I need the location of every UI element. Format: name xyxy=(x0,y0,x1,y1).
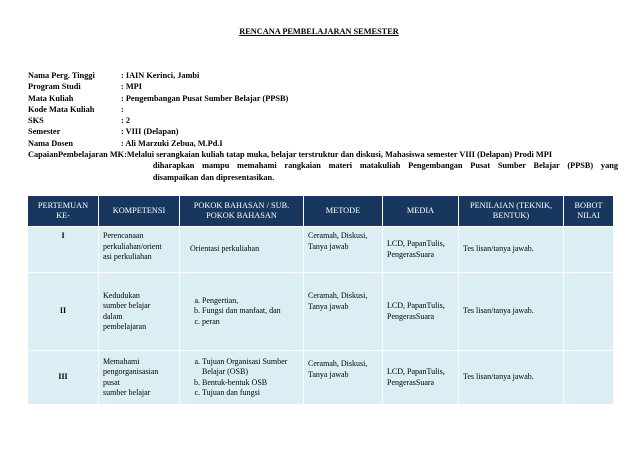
header-media: MEDIA xyxy=(383,196,459,227)
course-info xyxy=(28,70,618,183)
cell-metode: Ceramah, Diskusi, Tanya jawab xyxy=(304,227,383,273)
cell-metode: Ceramah, Diskusi, Tanya jawab xyxy=(304,351,383,405)
pokok-list-item: b. Bentuk-bentuk OSB xyxy=(202,378,299,389)
pokok-list xyxy=(184,357,299,399)
pokok-list-item: b. Fungsi dan manfaat, dan xyxy=(202,306,299,317)
table-row xyxy=(28,351,614,405)
cell-penilaian: Tes lisan/tanya jawab. xyxy=(459,227,564,273)
cell-pertemuan: I xyxy=(28,227,99,273)
table-row xyxy=(28,273,614,351)
kompetensi-line: pengorganisasian xyxy=(103,367,159,376)
header-pokok-bahasan: POKOK BAHASAN / SUB. POKOK BAHASAN xyxy=(180,196,304,227)
learning-outcome-text xyxy=(127,149,618,183)
table-row xyxy=(28,227,614,273)
cell-kompetensi xyxy=(99,273,180,351)
kompetensi-line: sumber belajar xyxy=(103,301,151,310)
cell-bobot xyxy=(564,273,614,351)
info-label: Mata Kuliah xyxy=(28,93,74,103)
pokok-list-item: a. Pengertian, xyxy=(202,296,299,307)
info-value: : xyxy=(121,104,124,114)
info-row-sks xyxy=(28,115,618,126)
info-row-institution xyxy=(28,70,618,81)
header-penilaian: PENILAIAN (TEKNIK, BENTUK) xyxy=(459,196,564,227)
kompetensi-line: sumber belajar xyxy=(103,388,151,397)
info-row-program xyxy=(28,81,618,92)
info-row-lecturer xyxy=(28,138,618,149)
info-value: : 2 xyxy=(121,116,130,126)
cell-penilaian: Tes lisan/tanya jawab. xyxy=(459,351,564,405)
pokok-list-item: c. Tujuan dan fungsi xyxy=(202,388,299,399)
info-value: : VIII (Delapan) xyxy=(121,127,179,137)
learning-outcome-line: diharapkan mampu memahami rangkaian materi matakuliah Pengembangan Pusat Sumber Belajar (PPSB) yang xyxy=(152,161,618,171)
info-label: Nama Dosen xyxy=(28,138,73,148)
pokok-list-item: c. peran xyxy=(202,317,299,328)
header-kompetensi: KOMPETENSI xyxy=(99,196,180,227)
rps-table xyxy=(27,195,614,405)
info-row-course-code xyxy=(28,104,618,115)
header-metode: METODE xyxy=(304,196,383,227)
cell-metode: Ceramah, Diskusi, Tanya jawab xyxy=(304,273,383,351)
kompetensi-line: Kedudukan xyxy=(103,290,140,300)
info-label: Program Studi xyxy=(28,82,81,92)
info-label: Semester xyxy=(28,127,61,137)
cell-pertemuan: III xyxy=(28,351,99,405)
cell-bobot xyxy=(564,227,614,273)
kompetensi-line: dalam xyxy=(103,311,123,321)
cell-kompetensi xyxy=(99,351,180,405)
info-value: : IAIN Kerinci, Jambi xyxy=(121,71,200,80)
info-label: SKS xyxy=(28,116,44,126)
page-title: RENCANA PEMBELAJARAN SEMESTER xyxy=(239,27,399,36)
pokok-list xyxy=(184,296,299,328)
cell-media: LCD, PapanTulis, PengerasSuara xyxy=(383,227,459,273)
learning-outcome xyxy=(28,149,618,183)
cell-pokok-bahasan xyxy=(180,273,304,351)
info-row-semester xyxy=(28,126,618,137)
cell-pokok-bahasan xyxy=(180,351,304,405)
info-label: Nama Perg. Tinggi xyxy=(28,71,95,80)
kompetensi-line: Perencanaan xyxy=(103,231,144,240)
cell-bobot xyxy=(564,351,614,405)
cell-pokok-bahasan xyxy=(180,227,304,273)
table-header-row xyxy=(28,196,614,227)
info-value: : Ali Marzuki Zebua, M.Pd.I xyxy=(121,138,223,148)
kompetensi-line: Memahami xyxy=(103,356,140,366)
kompetensi-line: pembelajaran xyxy=(103,322,147,331)
pokok-text: Orientasi perkuliahan xyxy=(190,244,260,254)
info-label: Kode Mata Kuliah xyxy=(28,104,95,114)
info-value: : MPI xyxy=(121,82,142,92)
kompetensi-line: perkuliahan/orient xyxy=(103,241,162,251)
learning-outcome-line: Melalui serangkaian kuliah tatap muka, belajar terstruktur dan diskusi, Mahasiswa semester VIII (Delapan) Prodi MPI xyxy=(126,150,553,160)
info-row-course xyxy=(28,93,618,104)
cell-pertemuan: II xyxy=(28,273,99,351)
cell-penilaian: Tes lisan/tanya jawab. xyxy=(459,273,564,351)
learning-outcome-label: CapaianPembelajaran MK: xyxy=(28,150,127,160)
cell-kompetensi xyxy=(99,227,180,273)
info-value: : Pengembangan Pusat Sumber Belajar (PPSB) xyxy=(121,93,289,103)
cell-media: LCD, PapanTulis, PengerasSuara xyxy=(383,351,459,405)
pokok-list-item: a. Tujuan Organisasi Sumber Belajar (OSB) xyxy=(202,357,299,378)
learning-outcome-line: disampaikan dan dipresentasikan. xyxy=(152,172,275,182)
kompetensi-line: asi perkuliahan xyxy=(103,252,152,261)
kompetensi-line: pusat xyxy=(103,377,120,387)
cell-media: LCD, PapanTulis, PengerasSuara xyxy=(383,273,459,351)
header-pertemuan: PERTEMUAN KE- xyxy=(28,196,99,227)
header-bobot: BOBOT NILAI xyxy=(564,196,614,227)
